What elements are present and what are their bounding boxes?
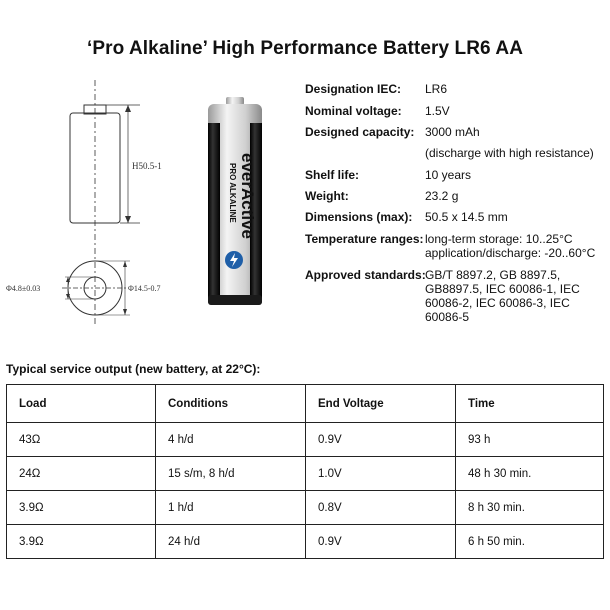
table-cell: 0.9V xyxy=(306,525,456,559)
diameter-large-label: Φ14.5-0.7 xyxy=(128,284,161,293)
spec-label: Shelf life: xyxy=(305,168,360,182)
battery-sub-text: PRO ALKALINE xyxy=(228,163,237,223)
table-cell: 8 h 30 min. xyxy=(456,491,604,525)
spec-value xyxy=(425,125,593,160)
page-title: ‘Pro Alkaline’ High Performance Battery LR6 AA xyxy=(86,38,524,59)
table-cell: 1 h/d xyxy=(156,491,306,525)
column-header-load: Load xyxy=(7,385,156,423)
table-cell: 24Ω xyxy=(7,457,156,491)
table-header-row xyxy=(7,385,604,423)
column-header-end-voltage: End Voltage xyxy=(306,385,456,423)
spec-value xyxy=(425,210,593,224)
service-table xyxy=(6,384,604,559)
spec-label: Weight: xyxy=(305,189,349,203)
battery-logo-text: everActive xyxy=(238,153,257,240)
spec-label: Designed capacity: xyxy=(305,125,415,139)
table-row xyxy=(7,525,604,559)
column-header-time: Time xyxy=(456,385,604,423)
table-cell: 3.9Ω xyxy=(7,491,156,525)
spec-label: Designation IEC: xyxy=(305,82,402,96)
table-cell: 6 h 50 min. xyxy=(456,525,604,559)
spec-value xyxy=(425,189,593,203)
service-heading: Typical service output (new battery, at 22°C): xyxy=(6,362,261,376)
column-header-conditions: Conditions xyxy=(156,385,306,423)
table-cell: 0.8V xyxy=(306,491,456,525)
spec-label: Approved standards: xyxy=(305,268,426,282)
table-row xyxy=(7,457,604,491)
battery-cap xyxy=(226,97,244,105)
spec-label: Nominal voltage: xyxy=(305,104,402,118)
spec-value-line: 10 years xyxy=(425,168,472,182)
table-cell: 24 h/d xyxy=(156,525,306,559)
spec-value xyxy=(425,232,596,260)
spec-value-line: 1.5V xyxy=(425,104,450,118)
spec-value-line: 50.5 x 14.5 mm xyxy=(425,210,508,224)
spec-value-line: long-term storage: 10..25°C xyxy=(425,232,573,246)
spec-value xyxy=(425,104,593,118)
spec-value-line: application/discharge: -20..60°C xyxy=(425,246,596,260)
spec-label: Temperature ranges: xyxy=(305,232,424,246)
table-cell: 15 s/m, 8 h/d xyxy=(156,457,306,491)
table-cell: 93 h xyxy=(456,423,604,457)
table-row xyxy=(7,423,604,457)
diameter-small-label: Φ4.8±0.03 xyxy=(6,284,41,293)
table-cell: 1.0V xyxy=(306,457,456,491)
spec-value-line: (discharge with high resistance) xyxy=(425,146,594,160)
spec-value-line: 23.2 g xyxy=(425,189,459,203)
battery-product-image xyxy=(200,95,270,310)
spec-value xyxy=(425,268,593,324)
table-row xyxy=(7,491,604,525)
spec-label: Dimensions (max): xyxy=(305,210,413,224)
table-cell: 48 h 30 min. xyxy=(456,457,604,491)
spec-value-line: GB/T 8897.2, GB 8897.5, GB8897.5, IEC 60086-1, IEC 60086-2, IEC 60086-3, IEC 60086-5 xyxy=(425,268,580,324)
table-cell: 43Ω xyxy=(7,423,156,457)
height-dimension-label: H50.5-1 xyxy=(132,161,162,171)
table-cell: 4 h/d xyxy=(156,423,306,457)
table-cell: 0.9V xyxy=(306,423,456,457)
spec-value-line: 3000 mAh xyxy=(425,125,480,139)
table-cell: 3.9Ω xyxy=(7,525,156,559)
battery-technical-drawing xyxy=(0,75,200,335)
spec-value xyxy=(425,82,593,96)
spec-value-line: LR6 xyxy=(425,82,448,96)
spec-value xyxy=(425,168,593,182)
